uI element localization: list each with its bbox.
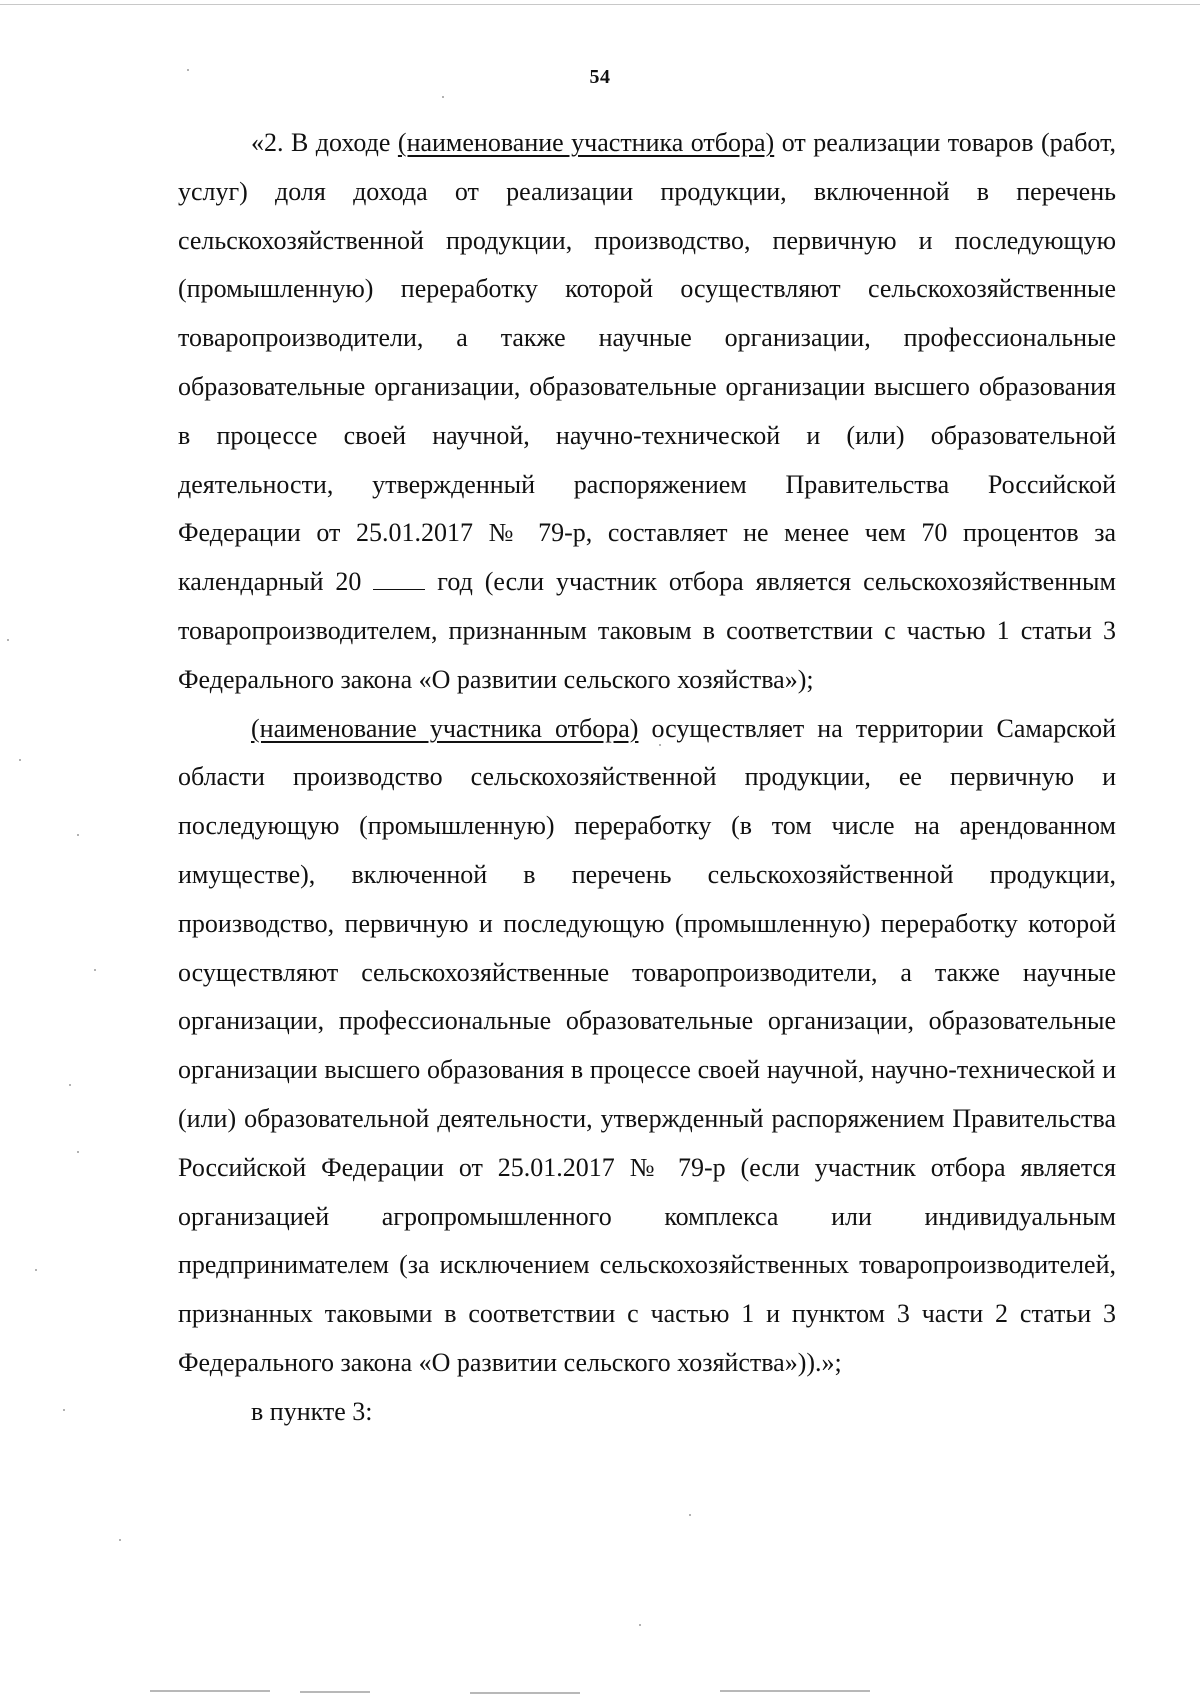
paragraph-participant-activity xyxy=(178,705,1116,1388)
document-body xyxy=(178,119,1116,1437)
page-number: 54 xyxy=(589,66,611,88)
participant-name-placeholder: (наименование участника отбора) xyxy=(397,128,775,157)
paragraph-item-2 xyxy=(178,119,1116,705)
participant-name-placeholder: (наименование участника отбора) xyxy=(251,713,639,743)
paragraph-text-continued: год (если участник отбора является сельскохозяйственным товаропроизводителем, признанным таковым в соответствии с частью 1 статьи 3 Федерального закона «О развитии сельского хозяйства»); xyxy=(178,567,1116,694)
paragraph-text: осуществляет на территории Самарской области производство сельскохозяйственной продукции, ее первичную и последующую (промышленную) переработку (в том числе на арендованном имуществе), включенной в перечень сельскохозяйственной продукции, производство, первичную и последующую (промышленную) переработку которой осуществляют сельскохозяйственные товаропроизводители, а также научные организации, профессиональные образовательные организации, образовательные организации высшего образования в процессе своей научной, научно-технической и (или) образовательной деятельности, утвержденный распоряжением Правительства Российской Федерации от 25.01.2017 № 79-р (если участник отбора является организацией агропромышленного комплекса или индивидуальным предпринимателем (за исключением сельскохозяйственных товаропроизводителей, признанных таковыми в соответствии с частью 1 и пунктом 3 части 2 статьи 3 Федерального закона «О развитии сельского хозяйства»)).»; xyxy=(178,713,1116,1377)
paragraph-text: от реализации товаров (работ, услуг) доля дохода от реализации продукции, включенной в перечень сельскохозяйственной продукции, производство, первичную и последующую (промышленную) переработку которой осуществляют сельскохозяйственные товаропроизводители, а также научные организации, профессиональные образовательные организации, образовательные организации высшего образования в процессе своей научной, научно-технической и (или) образовательной деятельности, утвержденный распоряжением Правительства Российской Федерации от 25.01.2017 № 79-р, составляет не менее чем 70 процентов за календарный 20 xyxy=(178,128,1116,597)
scan-edge-line xyxy=(0,4,1200,5)
year-blank-field xyxy=(373,567,425,590)
paragraph-prefix: «2. В доходе xyxy=(251,128,398,157)
paragraph-point-3: в пункте 3: xyxy=(251,1396,373,1426)
